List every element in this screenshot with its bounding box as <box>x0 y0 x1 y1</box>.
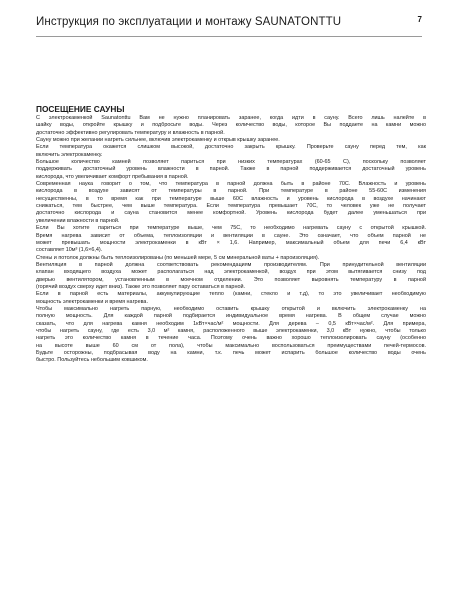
body-line: снижаться, тем быстрее, чем выше температура. Если температура превышает 70С, то человек уже не получает <box>36 203 426 210</box>
header-title: Инструкция по эксплуатации и монтажу SAUNATONTTU <box>36 16 342 28</box>
body-line: несущественны, в то время как при температуре выше 60С влажность и уровень кислорода в воздухе начинают <box>36 195 426 202</box>
body-line: (горячий воздух сверху идет вниз). Также это позволяет пару оставаться в парной. <box>36 283 246 290</box>
body-line: сказать, что для нагрева камня необходим 1кВт×час/м² мощности. Для дерева – 0,5 кВт×час/м². Для примера, <box>36 320 426 327</box>
body-text <box>36 115 426 365</box>
body-line: включить электрокаменку. <box>36 151 103 158</box>
page-header <box>36 12 422 37</box>
body-line: С электрокаменкой Saunatonttu Вам не нужно планировать заранее, когда идти в сауну. Всего лишь налейте в <box>36 115 426 121</box>
body-line: Большое количество камней позволяет париться при низких температурах (60-65 С), поскольку позволяет <box>36 159 426 166</box>
section-title: ПОСЕЩЕНИЕ САУНЫ <box>36 104 125 114</box>
body-line: чтобы нагреть сауну, где есть 3,0 м² камня, расположенного выше электрокаменки, 3,0 кВт нужно, чтобы только <box>36 327 426 334</box>
body-line: Сауну можно при желании нагреть сильнее, включив электрокаменку и открыв крышку заранее. <box>36 137 280 144</box>
body-line: Если Вы хотите париться при температуре выше, чем 75С, то необходимо нагревать сауну с открытой крышкой. <box>36 225 426 232</box>
body-line: кислорода, что увеличивает комфорт пребывания в парной. <box>36 173 189 180</box>
body-line: Время нагрева зависит от объема, теплоизоляции и вентиляции в сауне. Это означает, что объем парной не <box>36 232 426 239</box>
body-line: увеличении влажности в парной. <box>36 217 120 224</box>
body-line: Если в парной есть материалы, аккумулирующие тепло (камни, стекло и т.д), то это увеличивает необходимую <box>36 291 426 298</box>
body-line: может превышать мощности электрокаменки в кВт × 1,6. Например, максимальный объем для печи 6,4 кВт <box>36 239 426 246</box>
body-line: полную мощность. Для каждой парной подбирается индивидуальное время нагрева. В общем случае можно <box>36 313 426 320</box>
body-line: клапан входящего воздуха может располагаться над электрокаменкой, воздух при этом вытягивается снизу под <box>36 269 426 276</box>
body-line: Стены и потолок должны быть теплоизолированы (по меньшей мере, 5 см минеральной ваты + пароизоляция). <box>36 254 320 261</box>
body-line: Чтобы максимально нагреть парную, необходимо оставить крышку открытой и включить электрокаменку на <box>36 305 426 312</box>
body-line: дверью вентилятором, установленным в моечном отделении. Это позволяет выровнять температуру в парной <box>36 276 426 283</box>
body-line: Вентиляция в парной должна соответствовать рекомендациям производителям. При принудительной вентиляции <box>36 261 426 268</box>
body-line: шайку воды, откройте крышку и подбросьте воды. Через количество воды, которое Вы поддаете на камни можно <box>36 122 426 129</box>
body-line: достаточно кислорода и сауна становится менее комфортной. Уровень кислорода будет далее уменьшаться при <box>36 210 426 217</box>
body-line: на высоте выше 60 см от пола), чтобы максимально воспользоваться преимуществами печей-термосов. <box>36 342 426 349</box>
body-line: кислорода в воздухе зависят от температуры в парной. При температуре в районе 55-60С изменения <box>36 188 426 195</box>
body-line: Будьте осторожны, подбрасывая воду на камни, т.к. печь может испарить большое количество воды очень <box>36 350 426 356</box>
body-line: составляет 10м³ (1,6×6,4). <box>36 247 103 254</box>
body-line: достаточно эффективно регулировать температуру и влажность в парной. <box>36 129 225 136</box>
body-line: быстро. Пользуйтесь небольшим ковшиком. <box>36 357 148 364</box>
page-number: 7 <box>417 15 422 24</box>
body-line: мощность электрокаменки и время нагрева. <box>36 298 148 305</box>
body-line: поддерживать достаточный уровень влажности в парной. Также в парной поддерживается достаточный уровень <box>36 166 426 173</box>
body-line: Современная наука говорит о том, что температура в парной должна быть в районе 70С. Влажность и уровень <box>36 181 426 188</box>
body-line: нагреть это количество камня в течение часа. Поэтому очень важно хорошо теплоизолировать сауну (особенно <box>36 335 426 342</box>
body-line: Если температура окажется слишком высокой, достаточно закрыть крышку. Проверьте сауну перед тем, как <box>36 144 426 151</box>
